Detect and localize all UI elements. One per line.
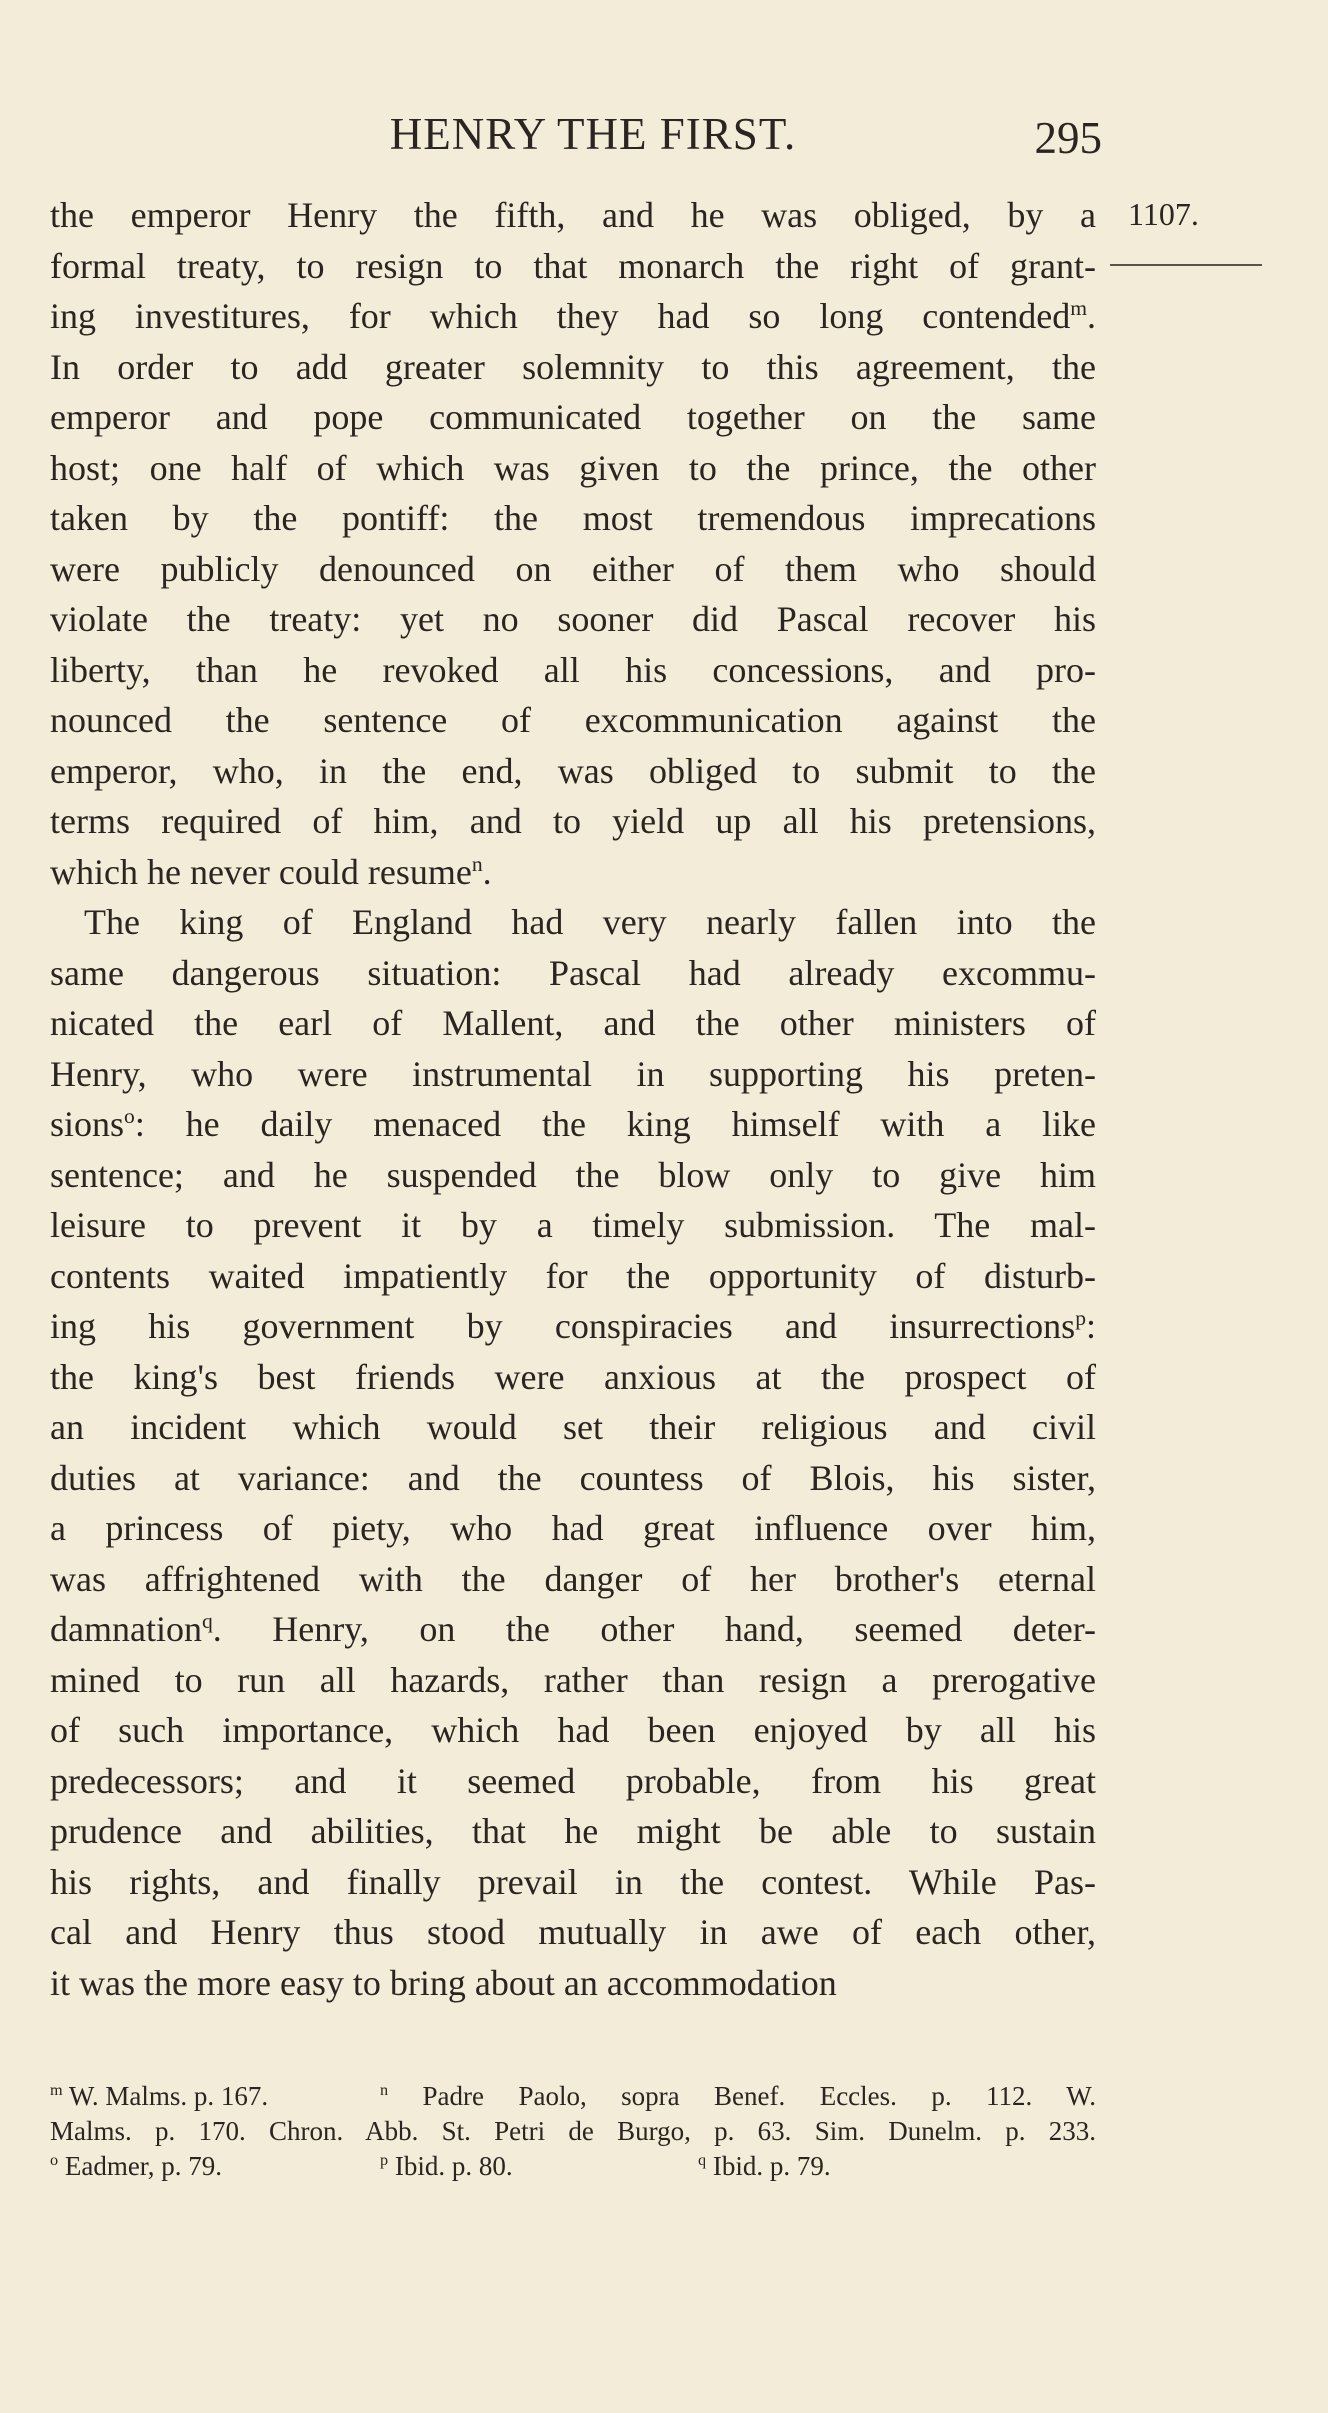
margin-year: 1107. bbox=[1128, 196, 1199, 232]
body-line: which he never could resume$^n$. bbox=[50, 851, 492, 892]
body-line: it was the more easy to bring about an accommodation bbox=[50, 1962, 837, 2003]
body-line: ing investitures, for which they had so long contended$^m$. bbox=[50, 296, 1096, 336]
body-line: predecessors; and it seemed probable, from his great bbox=[50, 1760, 1096, 1801]
page-number: 295 bbox=[1034, 113, 1102, 163]
body-line: a princess of piety, who had great influence over him, bbox=[50, 1508, 1096, 1548]
body-line: duties at variance: and the countess of Blois, his sister, bbox=[50, 1457, 1096, 1498]
body-line: ing his government by conspiracies and insurrections$^p$: bbox=[50, 1306, 1096, 1346]
footnote-ref: m bbox=[1070, 296, 1087, 320]
body-line: emperor and pope communicated together on the same bbox=[50, 397, 1096, 437]
body-line: emperor, who, in the end, was obliged to submit to the bbox=[50, 750, 1096, 791]
body-line: prudence and abilities, that he might be able to sustain bbox=[50, 1811, 1096, 1851]
footnote-line-1 bbox=[50, 2079, 1096, 2114]
footnote-ref: p bbox=[1075, 1306, 1086, 1330]
footnotes bbox=[50, 2079, 1096, 2184]
body-line: nounced the sentence of excommunication against the bbox=[50, 700, 1096, 740]
body-line: were publicly denounced on either of them who should bbox=[50, 548, 1096, 589]
body-line: Henry, who were instrumental in supporting his preten- bbox=[50, 1053, 1096, 1094]
body-line: same dangerous situation: Pascal had already excommu- bbox=[50, 952, 1096, 993]
footnote-p: $^p$ Ibid. p. 80. bbox=[380, 2151, 513, 2181]
footnote-m: $^m$ W. Malms. p. 167. bbox=[50, 2081, 269, 2111]
body-line: of such importance, which had been enjoyed by all his bbox=[50, 1710, 1096, 1750]
body-line: his rights, and finally prevail in the contest. While Pas- bbox=[50, 1861, 1096, 1902]
body-line: host; one half of which was given to the prince, the other bbox=[50, 447, 1096, 488]
body-text bbox=[50, 190, 1096, 2008]
footnote-ref: q bbox=[201, 1609, 213, 1633]
body-line: nicated the earl of Mallent, and the other ministers of bbox=[50, 1003, 1096, 1043]
footnote-ref: n bbox=[471, 851, 483, 876]
margin-rule bbox=[1110, 264, 1262, 266]
body-line: The king of England had very nearly fallen into the bbox=[84, 902, 1096, 942]
body-line: cal and Henry thus stood mutually in awe of each other, bbox=[50, 1912, 1096, 1952]
body-line: formal treaty, to resign to that monarch the right of grant- bbox=[50, 245, 1096, 286]
body-line: was affrightened with the danger of her brother's eternal bbox=[50, 1558, 1096, 1599]
page-title: HENRY THE FIRST. bbox=[389, 109, 797, 159]
body-line: taken by the pontiff: the most tremendous imprecations bbox=[50, 498, 1096, 538]
body-line: sentence; and he suspended the blow only to give him bbox=[50, 1154, 1096, 1195]
footnote-ref: o bbox=[124, 1104, 135, 1128]
body-line: violate the treaty: yet no sooner did Pascal recover his bbox=[50, 599, 1096, 639]
body-line: In order to add greater solemnity to this agreement, the bbox=[50, 346, 1096, 387]
footnote-o: $^o$ Eadmer, p. 79. bbox=[50, 2151, 222, 2181]
footnote-q: $^q$ Ibid. p. 79. bbox=[698, 2151, 831, 2181]
body-line: liberty, than he revoked all his concessions, and pro- bbox=[50, 649, 1096, 690]
body-line: terms required of him, and to yield up all his pretensions, bbox=[50, 801, 1096, 841]
body-line: mined to run all hazards, rather than resign a prerogative bbox=[50, 1659, 1096, 1700]
body-line: the emperor Henry the fifth, and he was obliged, by a bbox=[50, 195, 1096, 235]
body-line: the king's best friends were anxious at the prospect of bbox=[50, 1356, 1096, 1397]
body-line: damnation$^q$. Henry, on the other hand, seemed deter- bbox=[50, 1609, 1096, 1649]
body-line: sions$^o$: he daily menaced the king himself with a like bbox=[50, 1104, 1096, 1144]
body-line: leisure to prevent it by a timely submission. The mal- bbox=[50, 1205, 1096, 1245]
footnote-n: $^n$ Padre Paolo, sopra Benef. Eccles. p. 112. W. bbox=[380, 2081, 1096, 2111]
running-header bbox=[90, 108, 1102, 178]
body-line: an incident which would set their religious and civil bbox=[50, 1407, 1096, 1447]
footnote-n-continued: Malms. p. 170. Chron. Abb. St. Petri de Burgo, p. 63. Sim. Dunelm. p. 233. bbox=[50, 2116, 1096, 2146]
footnote-line-3 bbox=[50, 2149, 1096, 2184]
body-line: contents waited impatiently for the opportunity of disturb- bbox=[50, 1255, 1096, 1296]
